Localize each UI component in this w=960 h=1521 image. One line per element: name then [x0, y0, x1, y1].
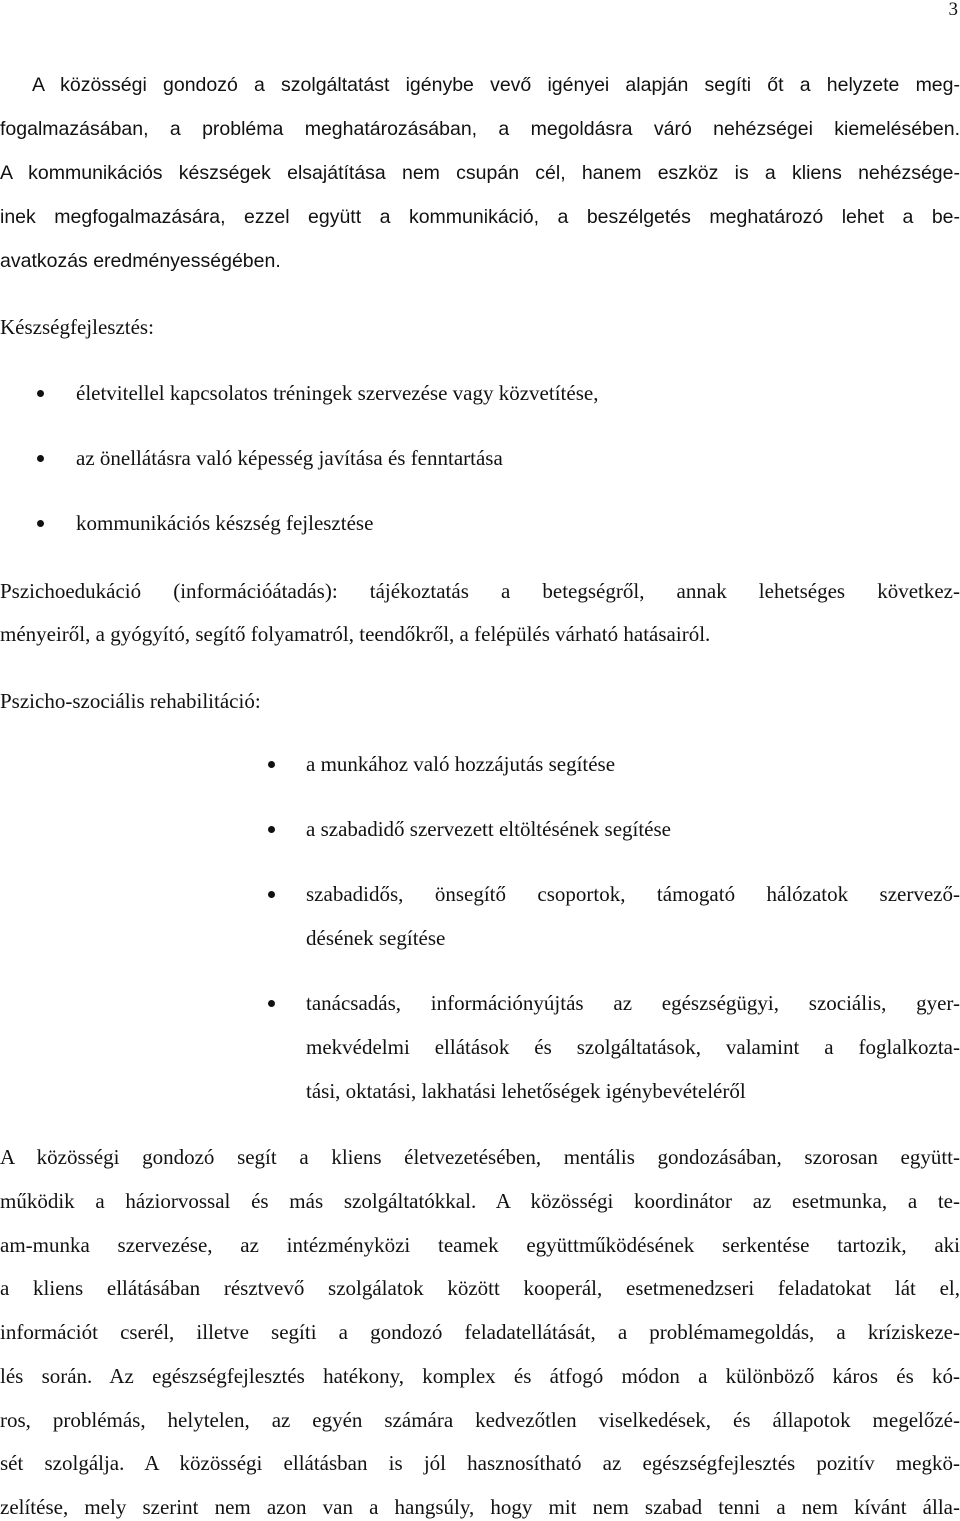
rehab-item: mekvédelmi ellátások és szolgáltatások, valamint a foglalkozta- — [306, 1035, 960, 1059]
rehab-item: désének segítése — [306, 926, 446, 950]
closing-line: lés során. Az egészségfejlesztés hatékony, komplex és átfogó módon a különböző káros és kó- — [0, 1364, 960, 1388]
bullet-icon — [37, 390, 44, 397]
intro-line: A kommunikációs készségek elsajátítása nem csupán cél, hanem eszköz is a kliens nehézsége- — [0, 162, 960, 184]
intro-line: inek megfogalmazására, ezzel együtt a kommunikáció, a beszélgetés meghatározó lehet a be- — [0, 206, 960, 228]
skills-item: az önellátásra való képesség javítása és fenntartása — [76, 446, 503, 470]
bullet-icon — [37, 455, 44, 462]
page-number: 3 — [948, 0, 958, 20]
bullet-icon — [268, 1000, 275, 1007]
psychoedu-line: ményeiről, a gyógyító, segítő folyamatról, teendőkről, a felépülés várható hatásairól. — [0, 622, 711, 646]
closing-line: a kliens ellátásában résztvevő szolgálatok között kooperál, esetmenedzseri feladatokat lát el, — [0, 1276, 960, 1300]
bullet-icon — [268, 761, 275, 768]
closing-line: sét szolgálja. A közösségi ellátásban is jól hasznosítható az egészségfejlesztés pozitív megkö- — [0, 1451, 960, 1475]
bullet-icon — [37, 520, 44, 527]
rehab-heading: Pszicho-szociális rehabilitáció: — [0, 689, 261, 713]
rehab-item: a szabadidő szervezett eltöltésének segítése — [306, 817, 671, 841]
skills-item: életvitellel kapcsolatos tréningek szervezése vagy közvetítése, — [76, 381, 599, 405]
rehab-item: tanácsadás, információnyújtás az egészségügyi, szociális, gyer- — [306, 991, 960, 1015]
intro-line: A közösségi gondozó a szolgáltatást igénybe vevő igényei alapján segíti őt a helyzete meg- — [32, 74, 960, 96]
intro-line: fogalmazásában, a probléma meghatározásában, a megoldásra váró nehézségei kiemelésében. — [0, 118, 960, 140]
skills-item: kommunikációs készség fejlesztése — [76, 511, 374, 535]
psychoedu-line: Pszichoedukáció (információátadás): tájékoztatás a betegségről, annak lehetséges következ- — [0, 579, 960, 603]
intro-line: avatkozás eredményességében. — [0, 250, 281, 272]
rehab-item: tási, oktatási, lakhatási lehetőségek igénybevételéről — [306, 1079, 746, 1103]
closing-line: működik a háziorvossal és más szolgáltatókkal. A közösségi koordinátor az esetmunka, a te- — [0, 1189, 960, 1213]
closing-line: információt cserél, illetve segíti a gondozó feladatellátását, a problémamegoldás, a kríziskeze- — [0, 1320, 960, 1344]
closing-line: ros, problémás, helytelen, az egyén számára kedvezőtlen viselkedések, és állapotok megelőzé- — [0, 1408, 960, 1432]
bullet-icon — [268, 826, 275, 833]
rehab-item: szabadidős, önsegítő csoportok, támogató hálózatok szervező- — [306, 882, 960, 906]
bullet-icon — [268, 891, 275, 898]
closing-line: zelítése, mely szerint nem azon van a hangsúly, hogy mit nem szabad tenni a nem kívánt álla- — [0, 1495, 960, 1519]
skills-heading: Készségfejlesztés: — [0, 315, 154, 339]
closing-line: am-munka szervezése, az intézményközi teamek együttműködésének serkentése tartozik, aki — [0, 1233, 960, 1257]
rehab-item: a munkához való hozzájutás segítése — [306, 752, 616, 776]
closing-line: A közösségi gondozó segít a kliens életvezetésében, mentális gondozásában, szorosan együtt- — [0, 1145, 960, 1169]
